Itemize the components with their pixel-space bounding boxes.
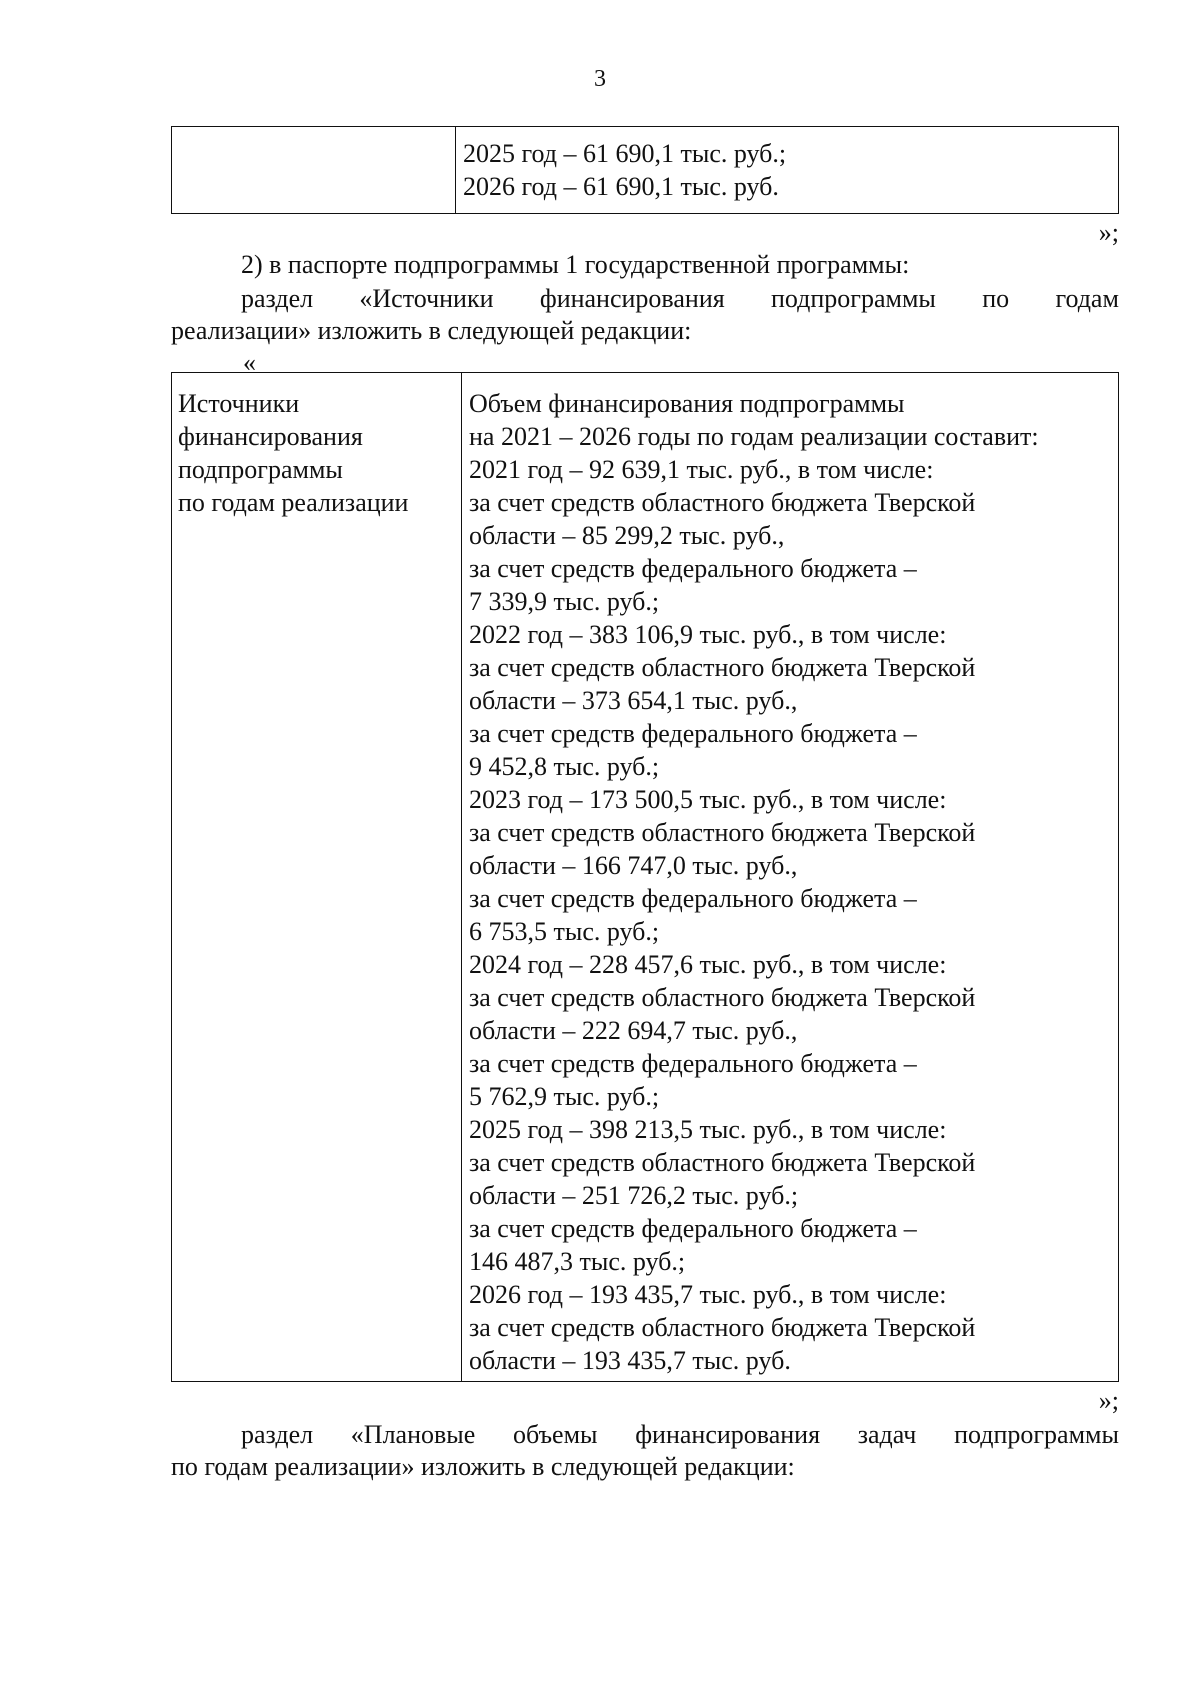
funding-line: области – 222 694,7 тыс. руб., (469, 1016, 798, 1045)
funding-line: за счет средств областного бюджета Тверской (469, 983, 976, 1012)
table1-right-cell (456, 127, 1119, 214)
funding-line: области – 85 299,2 тыс. руб., (469, 521, 785, 550)
funding-line: Объем финансирования подпрограммы (469, 389, 905, 418)
word: объемы (513, 1420, 598, 1449)
word: подпрограммы (771, 284, 936, 313)
closing-quote: »; (1098, 1386, 1119, 1415)
sources-label-line: по годам реализации (178, 488, 409, 517)
funding-line: 146 487,3 тыс. руб.; (469, 1247, 686, 1276)
table1-left-cell (172, 127, 456, 214)
opening-quote: « (243, 348, 256, 377)
page-number: 3 (594, 66, 606, 92)
funding-line: за счет средств федерального бюджета – (469, 554, 917, 583)
funding-line: 2024 год – 228 457,6 тыс. руб., в том числе: (469, 950, 947, 979)
closing-quote: »; (1098, 218, 1119, 247)
funding-line: 7 339,9 тыс. руб.; (469, 587, 660, 616)
funding-line: 2022 год – 383 106,9 тыс. руб., в том числе: (469, 620, 947, 649)
word: финансирования (635, 1420, 821, 1449)
funding-line: за счет средств областного бюджета Тверской (469, 1313, 976, 1342)
funding-line: 6 753,5 тыс. руб.; (469, 917, 660, 946)
funding-line: на 2021 – 2026 годы по годам реализации составит: (469, 422, 1039, 451)
word: финансирования (539, 284, 725, 313)
section-sources-intro-line (241, 282, 1119, 315)
word: «Источники (359, 284, 494, 313)
sources-label-line: подпрограммы (178, 455, 343, 484)
funding-line: области – 251 726,2 тыс. руб.; (469, 1181, 799, 1210)
section-sources-intro-line2: реализации» изложить в следующей редакции: (171, 316, 692, 345)
funding-line: за счет средств федерального бюджета – (469, 1049, 917, 1078)
funding-line: 2021 год – 92 639,1 тыс. руб., в том числе: (469, 455, 934, 484)
sources-label-cell (172, 373, 462, 1382)
word: годам (1055, 284, 1119, 313)
funding-line: за счет средств федерального бюджета – (469, 1214, 917, 1243)
funding-line: 2025 год – 398 213,5 тыс. руб., в том числе: (469, 1115, 947, 1144)
funding-sources-table (171, 372, 1119, 1382)
funding-line: 9 452,8 тыс. руб.; (469, 752, 660, 781)
funding-line: области – 193 435,7 тыс. руб. (469, 1346, 791, 1375)
word: задач (857, 1420, 917, 1449)
table1-line: 2025 год – 61 690,1 тыс. руб.; (463, 139, 787, 168)
word: «Плановые (350, 1420, 476, 1449)
funding-line: за счет средств областного бюджета Тверской (469, 653, 976, 682)
word: подпрограммы (954, 1420, 1119, 1449)
funding-line: 2023 год – 173 500,5 тыс. руб., в том числе: (469, 785, 947, 814)
funding-volume-cell (462, 373, 1119, 1382)
funding-line: за счет средств областного бюджета Тверской (469, 818, 976, 847)
funding-line: 2026 год – 193 435,7 тыс. руб., в том числе: (469, 1280, 947, 1309)
funding-line: за счет средств областного бюджета Тверской (469, 488, 976, 517)
section-planned-volumes-line (241, 1418, 1119, 1451)
funding-line: области – 166 747,0 тыс. руб., (469, 851, 798, 880)
funding-line: 5 762,9 тыс. руб.; (469, 1082, 660, 1111)
word: раздел (241, 284, 314, 313)
funding-table-continuation (171, 126, 1119, 214)
sources-label-line: финансирования (178, 422, 363, 451)
funding-line: за счет средств областного бюджета Тверской (469, 1148, 976, 1177)
paragraph-subprogram-passport: 2) в паспорте подпрограммы 1 государственной программы: (241, 250, 910, 279)
funding-line: области – 373 654,1 тыс. руб., (469, 686, 798, 715)
funding-line: за счет средств федерального бюджета – (469, 884, 917, 913)
word: раздел (241, 1420, 314, 1449)
sources-label-line: Источники (178, 389, 300, 418)
funding-line: за счет средств федерального бюджета – (469, 719, 917, 748)
table1-line: 2026 год – 61 690,1 тыс. руб. (463, 172, 779, 201)
word: по (982, 284, 1010, 313)
section-planned-volumes-line2: по годам реализации» изложить в следующей редакции: (171, 1452, 795, 1481)
